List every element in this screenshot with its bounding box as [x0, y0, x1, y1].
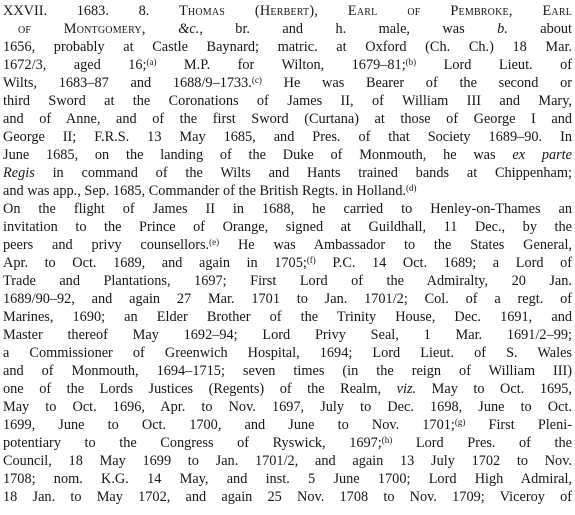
text-line: [3, 452, 572, 470]
text-run: First Pleni-: [465, 417, 572, 433]
text-line: [3, 182, 572, 200]
text-run: potentiary to the Congress of Ryswick, 1697;: [3, 435, 382, 451]
text-run: about: [507, 21, 572, 37]
text-line: [3, 362, 572, 380]
text-run: and of Anne, and of the first Sword (Curtana) at those of George I and: [3, 111, 572, 127]
text-run: XXVII. 1683. 8.: [3, 3, 179, 19]
text-run: Wilts, 1683–87 and 1688/9–1733.: [3, 75, 252, 91]
text-run: and of Monmouth, 1694–1715; seven times (in the reign of William III): [3, 363, 572, 379]
text-line: [3, 416, 572, 434]
text-run: Marines, 1690; an Elder Brother of the Trinity House, Dec. 1691, and: [3, 309, 572, 325]
italic-run: ex parte: [512, 147, 572, 163]
italic-run: b.: [497, 21, 508, 37]
text-line: [3, 200, 572, 218]
text-line: [3, 74, 572, 92]
text-run: 1656, probably at Castle Baynard; matric. at Oxford (Ch. Ch.) 18 Mar.: [3, 39, 572, 55]
footnote-marker: (g): [454, 417, 466, 427]
text-line: [3, 110, 572, 128]
text-run: Lord Pres. of the: [392, 435, 572, 451]
text-line: [3, 398, 572, 416]
text-line: [3, 2, 572, 20]
text-run: George II; F.R.S. 13 May 1685, and Pres. of that Society 1689–90. In: [3, 129, 572, 145]
text-line: [3, 272, 572, 290]
text-line: [3, 380, 572, 398]
text-run: peers and privy counsellors.: [3, 237, 210, 253]
text-run: invitation to the Prince of Orange, signed at Guildhall, 11 Dec., by the: [3, 219, 572, 235]
footnote-marker: (d): [406, 183, 417, 193]
text-run: one of the Lords Justices (Regents) of the Realm,: [3, 381, 397, 397]
text-line: [3, 488, 572, 506]
text-run: Master thereof May 1692–94; Lord Privy Seal, 1 Mar. 1691/2–99;: [3, 327, 572, 343]
italic-run: &c.: [178, 21, 200, 37]
text-run: Lord Lieut. of: [416, 57, 572, 73]
text-line: [3, 470, 572, 488]
small-caps-name: Thomas (Herbert), Earl of Pembroke, Earl: [178, 3, 573, 19]
small-caps-name: of Montgomery,: [18, 21, 179, 37]
text-run: a Commissioner of Greenwich Hospital, 1694; Lord Lieut. of S. Wales: [3, 345, 572, 361]
text-run: Trade and Plantations, 1697; First Lord of the Admiralty, 20 Jan.: [3, 273, 572, 289]
text-line: [3, 344, 572, 362]
text-run: Council, 18 May 1699 to Jan. 1701/2, and again 13 July 1702 to Nov.: [3, 453, 572, 469]
footnote-marker: (f): [306, 255, 316, 265]
text-line: [3, 326, 572, 344]
text-run: P.C. 14 Oct. 1689; a Lord of: [315, 255, 572, 271]
text-run: third Sword at the Coronations of James II, of William III and Mary,: [3, 93, 572, 109]
italic-run: Regis: [3, 165, 35, 181]
text-run: in command of the Wilts and Hants trained bands at Chippenham;: [34, 165, 572, 181]
footnote-marker: (e): [209, 237, 220, 247]
text-line: [3, 218, 572, 236]
text-line: [3, 254, 572, 272]
footnote-marker: (b): [405, 57, 417, 67]
text-run: He was Ambassador to the States General,: [219, 237, 572, 253]
text-run: M.P. for Wilton, 1679–81;: [156, 57, 406, 73]
italic-run: viz.: [396, 381, 417, 397]
text-run: He was Bearer of the second or: [261, 75, 572, 91]
text-run: , br. and h. male, was: [199, 21, 498, 37]
text-run: On the flight of James II in 1688, he carried to Henley-on-Thames an: [3, 201, 572, 217]
text-run: May to Oct. 1696, Apr. to Nov. 1697, July to Dec. 1698, June to Oct.: [3, 399, 572, 415]
text-run: 1708; nom. K.G. 14 May, and inst. 5 June 1700; Lord High Admiral,: [3, 471, 572, 487]
text-line: [3, 92, 572, 110]
text-run: 1672/3, aged 16;: [3, 57, 147, 73]
text-line: [3, 164, 572, 182]
text-run: May to Oct. 1695,: [416, 381, 572, 397]
text-line: [3, 308, 572, 326]
text-run: 18 Jan. to May 1702, and again 25 Nov. 1708 to Nov. 1709; Viceroy of: [3, 489, 572, 505]
footnote-marker: (a): [146, 57, 157, 67]
text-run: 1699, June to Oct. 1700, and June to Nov. 1701;: [3, 417, 455, 433]
footnote-marker: (c): [251, 75, 262, 85]
text-run: and was app., Sep. 1685, Commander of the British Regts. in Holland.: [3, 183, 407, 199]
text-line: [3, 38, 572, 56]
text-line: [3, 434, 572, 452]
text-line: [3, 146, 572, 164]
text-line: [3, 236, 572, 254]
footnote-marker: (h): [381, 435, 393, 445]
text-line: [3, 128, 572, 146]
text-line: [3, 290, 572, 308]
text-run: 1689/90–92, and again 27 Mar. 1701 to Jan. 1701/2; Col. of a regt. of: [3, 291, 572, 307]
text-line: [3, 56, 572, 74]
text-line: [18, 20, 572, 38]
text-run: June 1685, on the landing of the Duke of Monmouth, he was: [3, 147, 513, 163]
text-run: Apr. to Oct. 1689, and again in 1705;: [3, 255, 307, 271]
